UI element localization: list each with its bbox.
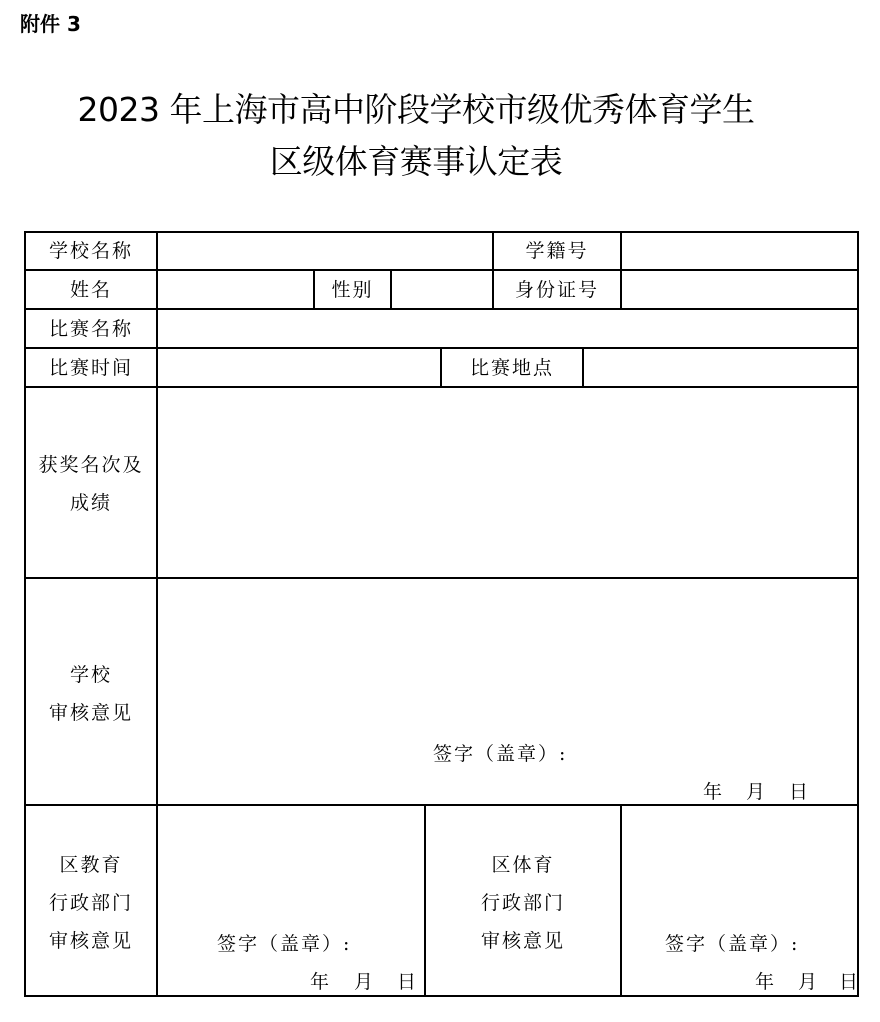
- sport-review-field[interactable]: [622, 806, 857, 995]
- name-label: 姓名: [69, 279, 112, 301]
- event-name-field[interactable]: [158, 310, 857, 347]
- event-place-field[interactable]: [584, 349, 857, 386]
- event-time-field[interactable]: [158, 349, 440, 386]
- school-name-label: 学校名称: [48, 240, 133, 262]
- sport-review-line1: 区体育: [491, 854, 555, 876]
- sport-date-year: 年: [755, 971, 777, 993]
- school-signature: 签字（盖章）:: [433, 743, 568, 765]
- school-date-day: 日: [789, 781, 811, 803]
- edu-review-label: [26, 846, 156, 960]
- school-review-line2: 审核意见: [48, 702, 133, 724]
- page-title-line1: 2023 年上海市高中阶段学校市级优秀体育学生: [77, 90, 755, 129]
- edu-signature: 签字（盖章）:: [217, 933, 352, 955]
- award-label-line2: 成绩: [69, 492, 112, 514]
- sport-review-line2: 行政部门: [480, 892, 565, 914]
- award-label: [26, 446, 156, 522]
- award-field[interactable]: [158, 388, 857, 577]
- school-review-line1: 学校: [69, 664, 112, 686]
- student-id-field[interactable]: [622, 233, 857, 269]
- edu-date-day: 日: [397, 971, 419, 993]
- id-card-field[interactable]: [622, 271, 857, 308]
- event-name-label: 比赛名称: [48, 318, 133, 340]
- event-place-label: 比赛地点: [469, 357, 554, 379]
- gender-field[interactable]: [392, 271, 492, 308]
- sport-review-line3: 审核意见: [480, 930, 565, 952]
- edu-review-line2: 行政部门: [48, 892, 133, 914]
- student-id-label: 学籍号: [525, 240, 589, 262]
- page-title-line2: 区级体育赛事认定表: [269, 142, 563, 181]
- award-label-line1: 获奖名次及: [38, 454, 144, 476]
- edu-date-month: 月: [354, 971, 376, 993]
- school-review-label: [26, 656, 156, 732]
- name-field[interactable]: [158, 271, 313, 308]
- school-name-field[interactable]: [158, 233, 492, 269]
- id-card-label: 身份证号: [514, 279, 599, 301]
- school-date-month: 月: [746, 781, 768, 803]
- school-date-year: 年: [703, 781, 725, 803]
- sport-date-day: 日: [839, 971, 861, 993]
- event-time-label: 比赛时间: [48, 357, 133, 379]
- edu-review-line3: 审核意见: [48, 930, 133, 952]
- attachment-label: 附件 3: [20, 12, 81, 36]
- edu-review-field[interactable]: [158, 806, 424, 995]
- gender-label: 性别: [331, 279, 374, 301]
- sport-signature: 签字（盖章）:: [665, 933, 800, 955]
- school-review-field[interactable]: [158, 579, 857, 804]
- sport-review-label: [426, 846, 620, 960]
- sport-date-month: 月: [798, 971, 820, 993]
- edu-date-year: 年: [310, 971, 332, 993]
- edu-review-line1: 区教育: [59, 854, 123, 876]
